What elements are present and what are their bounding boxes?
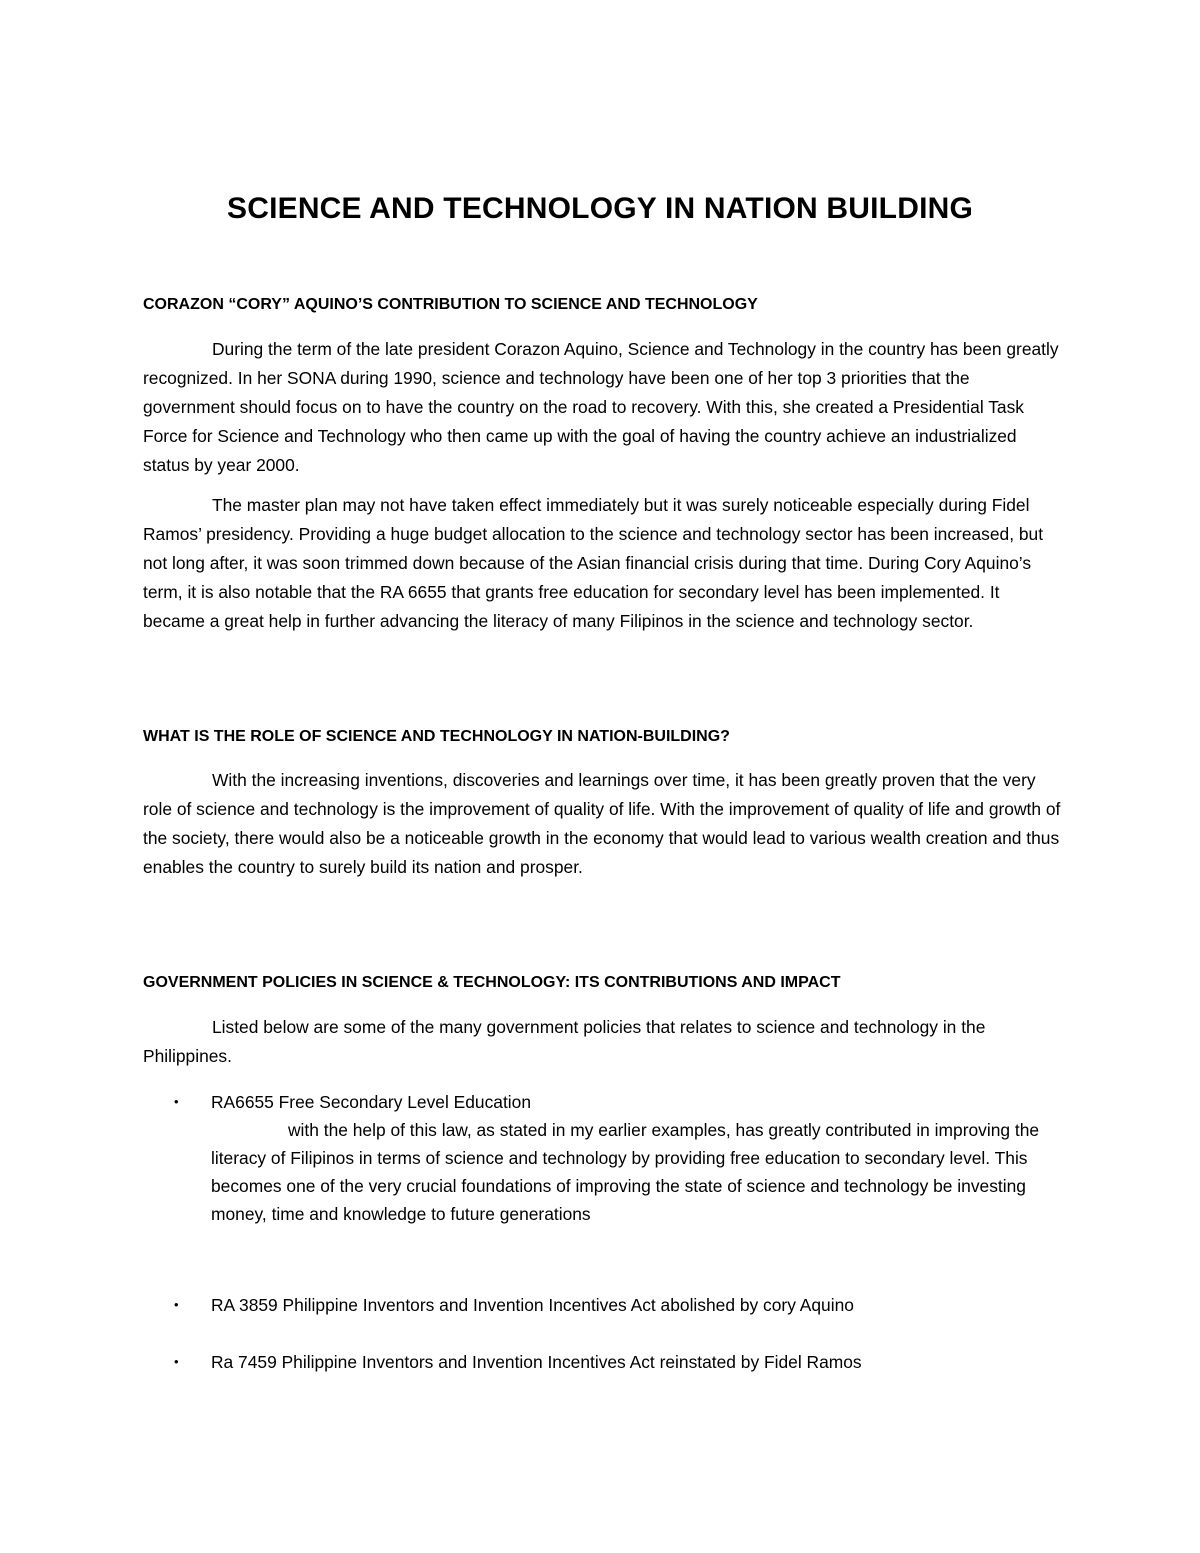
document-title: SCIENCE AND TECHNOLOGY IN NATION BUILDING xyxy=(227,192,973,225)
list-item-label: RA6655 Free Secondary Level Education xyxy=(211,1092,531,1112)
list-item-description: with the help of this law, as stated in my earlier examples, has greatly contributed in improving the literacy of Filipinos in terms of science and technology by providing free education to secondary level. This becomes one of the very crucial foundations of improving the state of science and technology be investing money, time and knowledge to future generations xyxy=(211,1120,1040,1224)
bullet-marker: • xyxy=(174,1354,179,1369)
bullet-marker: • xyxy=(174,1297,179,1312)
bullet-marker: • xyxy=(174,1094,179,1109)
paragraph-policies-intro: Listed below are some of the many government policies that relates to science and technology in the Philippines. xyxy=(143,1017,986,1066)
list-item-label: Ra 7459 Philippine Inventors and Invention Incentives Act reinstated by Fidel Ramos xyxy=(211,1352,862,1372)
paragraph-role-1: With the increasing inventions, discoveries and learnings over time, it has been greatly proven that the very role of science and technology is the improvement of quality of life. With the improvement of quality of life and growth of the society, there would also be a noticeable growth in the economy that would lead to various wealth creation and thus enables the country to surely build its nation and prosper. xyxy=(143,770,1061,877)
paragraph-aquino-2: The master plan may not have taken effect immediately but it was surely noticeable especially during Fidel Ramos’ presidency. Providing a huge budget allocation to the science and technology sector has been increased, but not long after, it was soon trimmed down because of the Asian financial crisis during that time. During Cory Aquino’s term, it is also notable that the RA 6655 that grants free education for secondary level has been implemented. It became a great help in further advancing the literacy of many Filipinos in the science and technology sector. xyxy=(143,495,1044,631)
paragraph-aquino-1: During the term of the late president Corazon Aquino, Science and Technology in the country has been greatly recognized. In her SONA during 1990, science and technology have been one of her top 3 priorities that the government should focus on to have the country on the road to recovery. With this, she created a Presidential Task Force for Science and Technology who then came up with the goal of having the country achieve an industrialized status by year 2000. xyxy=(143,339,1059,475)
section-heading-role: WHAT IS THE ROLE OF SCIENCE AND TECHNOLOGY IN NATION-BUILDING? xyxy=(143,728,730,745)
list-item-label: RA 3859 Philippine Inventors and Invention Incentives Act abolished by cory Aquino xyxy=(211,1295,854,1315)
section-heading-aquino: CORAZON “CORY” AQUINO’S CONTRIBUTION TO SCIENCE AND TECHNOLOGY xyxy=(143,296,758,313)
section-heading-policies: GOVERNMENT POLICIES IN SCIENCE & TECHNOLOGY: ITS CONTRIBUTIONS AND IMPACT xyxy=(143,974,841,991)
